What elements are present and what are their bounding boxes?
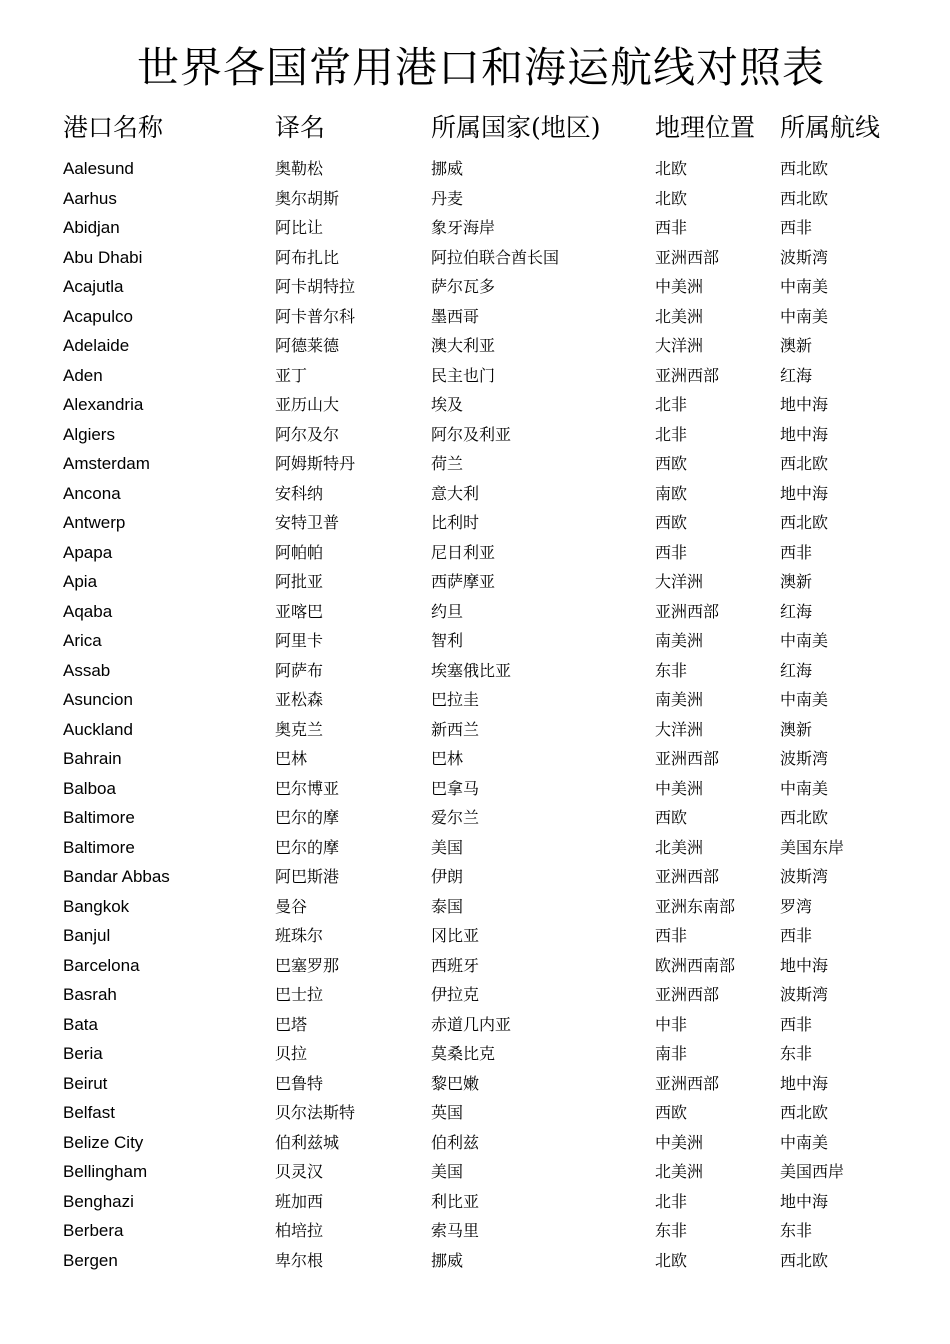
route-cell: 东非 bbox=[780, 1044, 813, 1063]
country-cell: 阿尔及利亚 bbox=[431, 424, 512, 444]
translation-cell: 贝拉 bbox=[275, 1044, 308, 1063]
route-cell: 西北欧 bbox=[780, 159, 829, 178]
country-cell: 黎巴嫩 bbox=[431, 1073, 480, 1093]
country-cell: 澳大利亚 bbox=[431, 336, 496, 355]
translation-cell: 亚历山大 bbox=[275, 395, 340, 414]
location-cell: 北非 bbox=[655, 395, 688, 414]
route-cell: 西北欧 bbox=[780, 513, 829, 532]
route-cell: 澳新 bbox=[780, 572, 813, 591]
route-cell: 西北欧 bbox=[780, 808, 829, 827]
location-cell: 中非 bbox=[655, 1014, 688, 1034]
port-name-cell: Asuncion bbox=[63, 690, 133, 709]
translation-cell: 奥克兰 bbox=[275, 719, 324, 739]
location-cell: 南美洲 bbox=[655, 631, 704, 650]
header-port-name: 港口名称 bbox=[63, 113, 164, 142]
port-name-cell: Antwerp bbox=[63, 513, 126, 532]
port-name-cell: Apia bbox=[63, 572, 98, 591]
port-name-cell: Bangkok bbox=[63, 896, 130, 916]
port-name-cell: Alexandria bbox=[63, 395, 144, 414]
location-cell: 中美洲 bbox=[655, 277, 704, 296]
table-header-row bbox=[0, 108, 950, 148]
table-row bbox=[0, 774, 950, 803]
port-name-cell: Belfast bbox=[63, 1103, 115, 1122]
route-cell: 西非 bbox=[780, 218, 813, 237]
country-cell: 伯利兹 bbox=[431, 1132, 480, 1152]
translation-cell: 亚松森 bbox=[275, 690, 324, 709]
location-cell: 西欧 bbox=[655, 513, 688, 532]
route-cell: 红海 bbox=[780, 601, 813, 621]
table-row bbox=[0, 361, 950, 390]
route-cell: 美国西岸 bbox=[780, 1162, 845, 1181]
country-cell: 挪威 bbox=[431, 159, 464, 178]
port-name-cell: Ancona bbox=[63, 483, 121, 503]
route-cell: 西非 bbox=[780, 926, 813, 945]
country-cell: 挪威 bbox=[431, 1250, 464, 1270]
port-name-cell: Benghazi bbox=[63, 1191, 134, 1211]
port-name-cell: Adelaide bbox=[63, 336, 130, 355]
port-name-cell: Aqaba bbox=[63, 601, 113, 621]
port-name-cell: Abidjan bbox=[63, 218, 120, 237]
table-row bbox=[0, 390, 950, 419]
country-cell: 意大利 bbox=[431, 483, 480, 503]
port-name-cell: Balboa bbox=[63, 778, 116, 798]
country-cell: 荷兰 bbox=[431, 454, 464, 473]
route-cell: 中南美 bbox=[780, 1132, 829, 1152]
route-cell: 红海 bbox=[780, 660, 813, 680]
route-cell: 西非 bbox=[780, 542, 813, 562]
country-cell: 巴拉圭 bbox=[431, 690, 480, 709]
route-cell: 澳新 bbox=[780, 336, 813, 355]
table-row bbox=[0, 449, 950, 478]
country-cell: 美国 bbox=[431, 837, 464, 857]
route-cell: 波斯湾 bbox=[780, 749, 829, 768]
location-cell: 北美洲 bbox=[655, 1162, 704, 1181]
table-row bbox=[0, 892, 950, 921]
route-cell: 地中海 bbox=[780, 395, 829, 414]
translation-cell: 阿布扎比 bbox=[275, 247, 340, 267]
translation-cell: 巴塔 bbox=[275, 1014, 308, 1034]
country-cell: 巴拿马 bbox=[431, 778, 480, 798]
country-cell: 利比亚 bbox=[431, 1191, 480, 1211]
port-name-cell: Bergen bbox=[63, 1250, 118, 1270]
translation-cell: 巴尔博亚 bbox=[275, 778, 340, 798]
table-row bbox=[0, 1216, 950, 1245]
location-cell: 西非 bbox=[655, 926, 688, 945]
port-name-cell: Acapulco bbox=[63, 306, 133, 326]
translation-cell: 阿帕帕 bbox=[275, 542, 324, 562]
translation-cell: 奥勒松 bbox=[275, 159, 324, 178]
location-cell: 东非 bbox=[655, 660, 688, 680]
table-row bbox=[0, 862, 950, 891]
table-row bbox=[0, 980, 950, 1009]
table-row bbox=[0, 479, 950, 508]
table-row bbox=[0, 302, 950, 331]
route-cell: 波斯湾 bbox=[780, 985, 829, 1004]
location-cell: 西欧 bbox=[655, 1103, 688, 1122]
location-cell: 北非 bbox=[655, 424, 688, 444]
location-cell: 西欧 bbox=[655, 808, 688, 827]
port-name-cell: Aden bbox=[63, 365, 103, 385]
port-name-cell: Belize City bbox=[63, 1132, 144, 1152]
table-row bbox=[0, 1069, 950, 1098]
country-cell: 莫桑比克 bbox=[431, 1044, 496, 1063]
port-name-cell: Auckland bbox=[63, 719, 133, 739]
port-name-cell: Berbera bbox=[63, 1221, 124, 1240]
location-cell: 西非 bbox=[655, 542, 688, 562]
location-cell: 大洋洲 bbox=[655, 336, 704, 355]
translation-cell: 阿比让 bbox=[275, 218, 324, 237]
port-name-cell: Abu Dhabi bbox=[63, 247, 143, 267]
route-cell: 中南美 bbox=[780, 631, 829, 650]
country-cell: 赤道几内亚 bbox=[431, 1014, 512, 1034]
location-cell: 大洋洲 bbox=[655, 719, 704, 739]
translation-cell: 班加西 bbox=[275, 1191, 324, 1211]
location-cell: 南美洲 bbox=[655, 690, 704, 709]
location-cell: 东非 bbox=[655, 1221, 688, 1240]
table-row bbox=[0, 567, 950, 596]
port-name-cell: Bata bbox=[63, 1014, 98, 1034]
header-location: 地理位置 bbox=[655, 113, 756, 142]
table-row bbox=[0, 951, 950, 980]
country-cell: 泰国 bbox=[431, 896, 464, 916]
table-row bbox=[0, 626, 950, 655]
location-cell: 欧洲西南部 bbox=[655, 955, 736, 975]
country-cell: 萨尔瓦多 bbox=[431, 277, 496, 296]
header-route: 所属航线 bbox=[780, 113, 881, 142]
route-cell: 地中海 bbox=[780, 483, 829, 503]
location-cell: 中美洲 bbox=[655, 778, 704, 798]
translation-cell: 巴鲁特 bbox=[275, 1073, 324, 1093]
translation-cell: 阿尔及尔 bbox=[275, 424, 340, 444]
table-row bbox=[0, 921, 950, 950]
port-name-cell: Beria bbox=[63, 1044, 103, 1063]
table-row bbox=[0, 1039, 950, 1068]
port-name-cell: Assab bbox=[63, 660, 111, 680]
location-cell: 北欧 bbox=[655, 188, 688, 208]
page-title: 世界各国常用港口和海运航线对照表 bbox=[136, 43, 825, 92]
location-cell: 亚洲西部 bbox=[655, 867, 720, 886]
port-name-cell: Barcelona bbox=[63, 955, 140, 975]
route-cell: 地中海 bbox=[780, 1191, 829, 1211]
port-name-cell: Algiers bbox=[63, 424, 115, 444]
translation-cell: 奥尔胡斯 bbox=[275, 188, 340, 208]
table-row bbox=[0, 331, 950, 360]
translation-cell: 阿卡普尔科 bbox=[275, 306, 356, 326]
port-name-cell: Basrah bbox=[63, 985, 117, 1004]
route-cell: 波斯湾 bbox=[780, 867, 829, 886]
translation-cell: 亚丁 bbox=[275, 365, 308, 385]
port-name-cell: Acajutla bbox=[63, 277, 124, 296]
country-cell: 丹麦 bbox=[431, 188, 464, 208]
route-cell: 波斯湾 bbox=[780, 247, 829, 267]
port-name-cell: Apapa bbox=[63, 542, 113, 562]
translation-cell: 巴尔的摩 bbox=[275, 808, 340, 827]
table-row bbox=[0, 685, 950, 714]
port-name-cell: Bahrain bbox=[63, 749, 122, 768]
country-cell: 新西兰 bbox=[431, 719, 480, 739]
country-cell: 尼日利亚 bbox=[431, 542, 496, 562]
port-name-cell: Baltimore bbox=[63, 837, 135, 857]
country-cell: 伊朗 bbox=[431, 867, 464, 886]
translation-cell: 卑尔根 bbox=[275, 1250, 324, 1270]
location-cell: 北美洲 bbox=[655, 306, 704, 326]
port-name-cell: Bandar Abbas bbox=[63, 867, 170, 886]
location-cell: 北非 bbox=[655, 1191, 688, 1211]
route-cell: 西北欧 bbox=[780, 188, 829, 208]
location-cell: 亚洲西部 bbox=[655, 985, 720, 1004]
country-cell: 西班牙 bbox=[431, 955, 480, 975]
country-cell: 冈比亚 bbox=[431, 926, 480, 945]
country-cell: 约旦 bbox=[431, 601, 464, 621]
translation-cell: 阿巴斯港 bbox=[275, 867, 340, 886]
route-cell: 西北欧 bbox=[780, 1250, 829, 1270]
country-cell: 比利时 bbox=[431, 513, 480, 532]
location-cell: 北欧 bbox=[655, 1250, 688, 1270]
translation-cell: 巴塞罗那 bbox=[275, 955, 340, 975]
translation-cell: 安特卫普 bbox=[275, 513, 340, 532]
port-name-cell: Banjul bbox=[63, 926, 111, 945]
header-country: 所属国家(地区) bbox=[431, 113, 601, 142]
location-cell: 大洋洲 bbox=[655, 572, 704, 591]
header-translation: 译名 bbox=[275, 113, 326, 142]
route-cell: 中南美 bbox=[780, 277, 829, 296]
port-name-cell: Aarhus bbox=[63, 188, 117, 208]
table-row bbox=[0, 154, 950, 183]
port-name-cell: Arica bbox=[63, 631, 102, 650]
translation-cell: 伯利兹城 bbox=[275, 1132, 340, 1152]
port-name-cell: Bellingham bbox=[63, 1162, 148, 1181]
port-name-cell: Beirut bbox=[63, 1073, 108, 1093]
country-cell: 英国 bbox=[431, 1103, 464, 1122]
country-cell: 西萨摩亚 bbox=[431, 572, 496, 591]
country-cell: 埃及 bbox=[431, 395, 464, 414]
translation-cell: 贝灵汉 bbox=[275, 1162, 324, 1181]
country-cell: 伊拉克 bbox=[431, 985, 480, 1004]
translation-cell: 阿里卡 bbox=[275, 631, 324, 650]
location-cell: 西欧 bbox=[655, 454, 688, 473]
table-row bbox=[0, 184, 950, 213]
location-cell: 亚洲东南部 bbox=[655, 896, 736, 916]
location-cell: 亚洲西部 bbox=[655, 601, 720, 621]
translation-cell: 巴士拉 bbox=[275, 985, 324, 1004]
translation-cell: 阿卡胡特拉 bbox=[275, 277, 356, 296]
location-cell: 西非 bbox=[655, 218, 688, 237]
table-row bbox=[0, 1098, 950, 1127]
table-row bbox=[0, 272, 950, 301]
translation-cell: 班珠尔 bbox=[275, 926, 324, 945]
location-cell: 南欧 bbox=[655, 483, 688, 503]
route-cell: 中南美 bbox=[780, 778, 829, 798]
table-row bbox=[0, 538, 950, 567]
table-row bbox=[0, 243, 950, 272]
location-cell: 亚洲西部 bbox=[655, 1073, 720, 1093]
location-cell: 亚洲西部 bbox=[655, 365, 720, 385]
table-row bbox=[0, 715, 950, 744]
port-name-cell: Baltimore bbox=[63, 808, 135, 827]
translation-cell: 阿德莱德 bbox=[275, 336, 340, 355]
route-cell: 西北欧 bbox=[780, 454, 829, 473]
table-row bbox=[0, 213, 950, 242]
translation-cell: 阿姆斯特丹 bbox=[275, 454, 356, 473]
table-row bbox=[0, 597, 950, 626]
route-cell: 中南美 bbox=[780, 306, 829, 326]
table-row bbox=[0, 1128, 950, 1157]
translation-cell: 巴林 bbox=[275, 749, 308, 768]
table-row bbox=[0, 508, 950, 537]
location-cell: 亚洲西部 bbox=[655, 749, 720, 768]
translation-cell: 柏培拉 bbox=[275, 1221, 324, 1240]
route-cell: 地中海 bbox=[780, 424, 829, 444]
country-cell: 巴林 bbox=[431, 749, 464, 768]
translation-cell: 贝尔法斯特 bbox=[275, 1103, 356, 1122]
route-cell: 西北欧 bbox=[780, 1103, 829, 1122]
table-row bbox=[0, 1157, 950, 1186]
table-row bbox=[0, 744, 950, 773]
country-cell: 爱尔兰 bbox=[431, 808, 480, 827]
route-cell: 澳新 bbox=[780, 719, 813, 739]
table-row bbox=[0, 803, 950, 832]
location-cell: 北欧 bbox=[655, 159, 688, 178]
country-cell: 民主也门 bbox=[431, 365, 496, 385]
route-cell: 西非 bbox=[780, 1014, 813, 1034]
translation-cell: 阿批亚 bbox=[275, 572, 324, 591]
location-cell: 中美洲 bbox=[655, 1132, 704, 1152]
table-row bbox=[0, 420, 950, 449]
table-row bbox=[0, 656, 950, 685]
translation-cell: 亚喀巴 bbox=[275, 601, 324, 621]
table-row bbox=[0, 1187, 950, 1216]
route-cell: 红海 bbox=[780, 365, 813, 385]
location-cell: 北美洲 bbox=[655, 837, 704, 857]
route-cell: 东非 bbox=[780, 1221, 813, 1240]
table-row bbox=[0, 833, 950, 862]
port-name-cell: Amsterdam bbox=[63, 454, 150, 473]
location-cell: 南非 bbox=[655, 1044, 688, 1063]
translation-cell: 曼谷 bbox=[275, 896, 308, 916]
country-cell: 象牙海岸 bbox=[431, 218, 496, 237]
route-cell: 地中海 bbox=[780, 1073, 829, 1093]
route-cell: 美国东岸 bbox=[780, 837, 845, 857]
route-cell: 地中海 bbox=[780, 955, 829, 975]
country-cell: 墨西哥 bbox=[431, 306, 480, 326]
translation-cell: 安科纳 bbox=[275, 483, 324, 503]
country-cell: 埃塞俄比亚 bbox=[431, 660, 512, 680]
port-name-cell: Aalesund bbox=[63, 159, 134, 178]
route-cell: 中南美 bbox=[780, 690, 829, 709]
translation-cell: 巴尔的摩 bbox=[275, 837, 340, 857]
location-cell: 亚洲西部 bbox=[655, 247, 720, 267]
country-cell: 智利 bbox=[431, 631, 464, 650]
route-cell: 罗湾 bbox=[780, 896, 813, 916]
table-row bbox=[0, 1246, 950, 1275]
country-cell: 索马里 bbox=[431, 1221, 480, 1240]
translation-cell: 阿萨布 bbox=[275, 660, 324, 680]
table-row bbox=[0, 1010, 950, 1039]
country-cell: 阿拉伯联合酋长国 bbox=[431, 247, 560, 267]
country-cell: 美国 bbox=[431, 1162, 464, 1181]
